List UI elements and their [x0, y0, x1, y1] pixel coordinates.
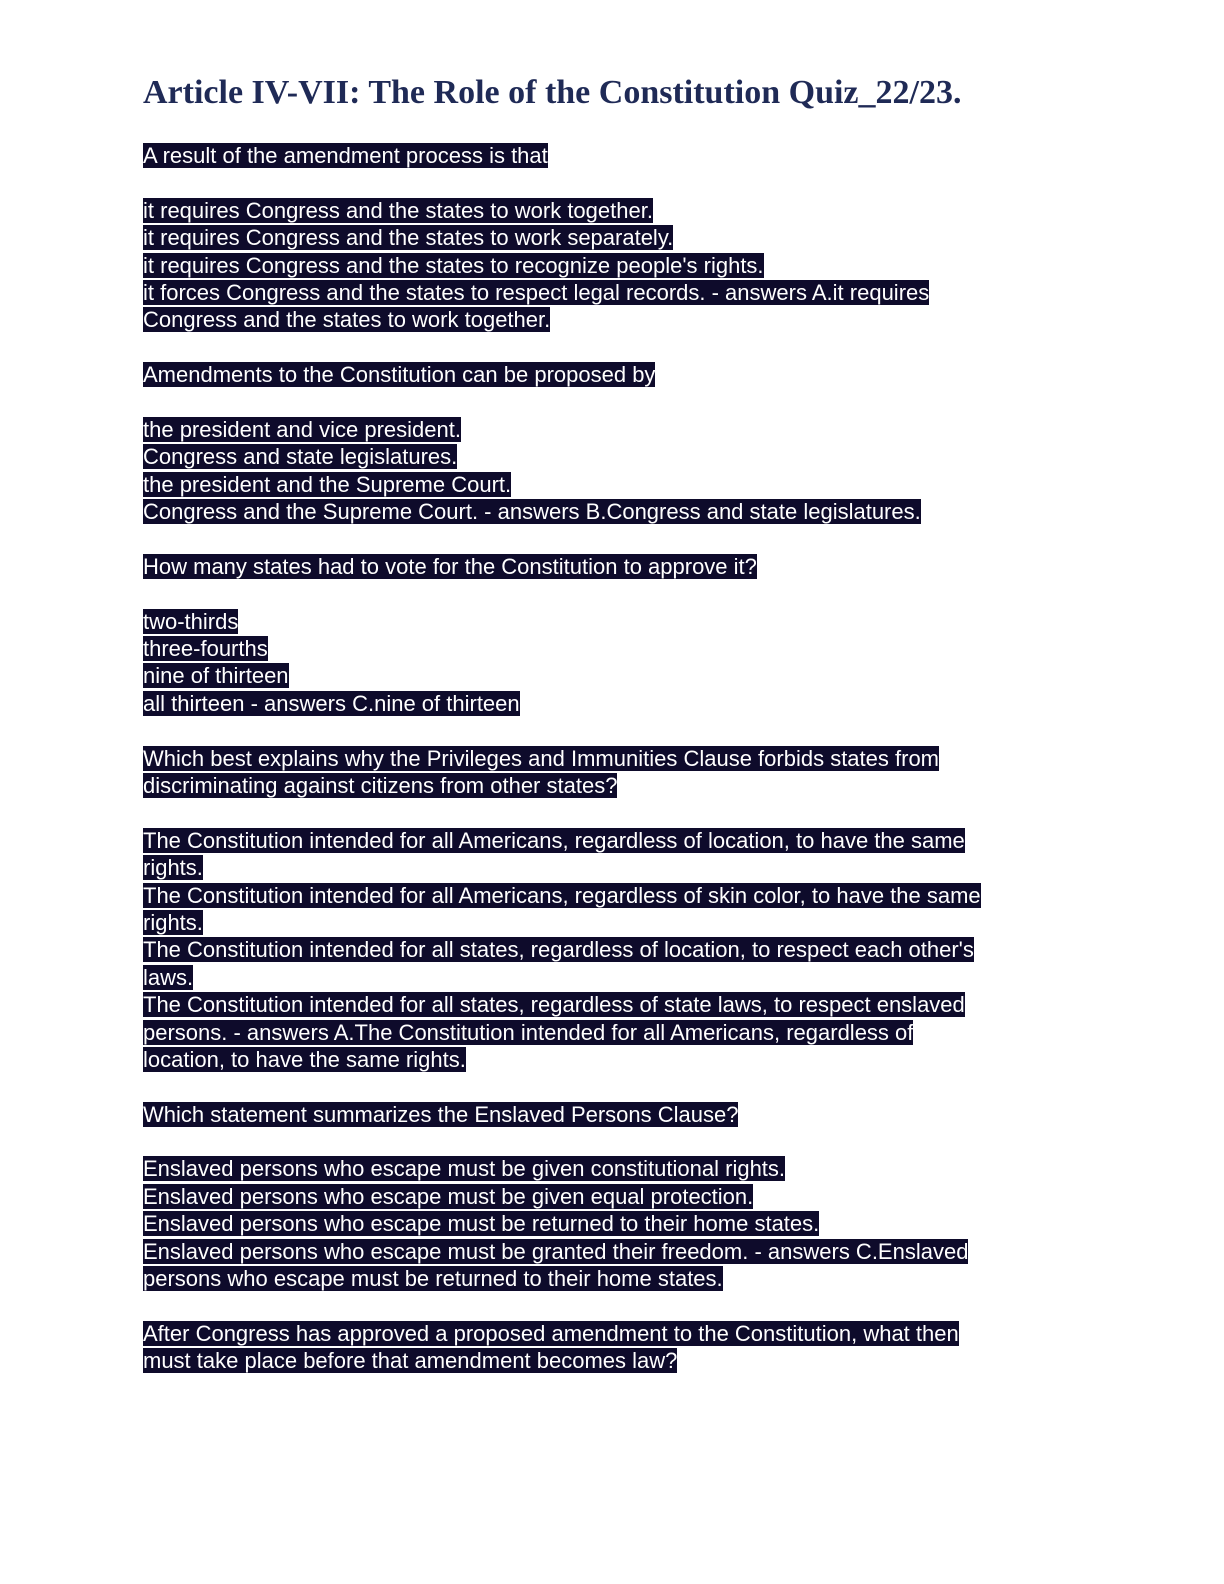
- answer-option: the president and vice president.: [143, 416, 461, 442]
- question-text-line: [143, 1320, 1083, 1347]
- answer-option: nine of thirteen: [143, 663, 289, 689]
- question-text-line: [143, 142, 1083, 169]
- answer-option: Enslaved persons who escape must be granted their freedom. - answers C.Enslaved: [143, 1238, 969, 1264]
- answer-option-line: [143, 1265, 1083, 1292]
- answer-option: it requires Congress and the states to work together.: [143, 197, 653, 223]
- answer-option-line: [143, 1238, 1083, 1265]
- answer-option-line: [143, 882, 1083, 909]
- answer-option-line: [143, 279, 1083, 306]
- answer-option: it forces Congress and the states to respect legal records. - answers A.it requires: [143, 279, 930, 305]
- answer-option-line: [143, 252, 1083, 279]
- question-text: After Congress has approved a proposed amendment to the Constitution, what then: [143, 1320, 959, 1346]
- question-text-line: [143, 553, 1083, 580]
- answer-option: Enslaved persons who escape must be returned to their home states.: [143, 1211, 820, 1237]
- answer-option: it requires Congress and the states to recognize people's rights.: [143, 252, 764, 278]
- answer-option: The Constitution intended for all states, regardless of location, to respect each other's: [143, 937, 974, 963]
- answer-option: The Constitution intended for all Americans, regardless of skin color, to have the same: [143, 882, 981, 908]
- answer-option-line: [143, 690, 1083, 717]
- answer-option-line: [143, 1019, 1083, 1046]
- question-text: discriminating against citizens from other states?: [143, 772, 618, 798]
- spacer: [143, 525, 1083, 552]
- answer-option-line: [143, 1183, 1083, 1210]
- answer-option-line: [143, 416, 1083, 443]
- answer-option-line: [143, 662, 1083, 689]
- question-text: Amendments to the Constitution can be proposed by: [143, 362, 656, 388]
- question-text-line: [143, 745, 1083, 772]
- answer-option-line: [143, 224, 1083, 251]
- answer-option-line: [143, 197, 1083, 224]
- answer-option: all thirteen - answers C.nine of thirteen: [143, 690, 520, 716]
- answer-option: persons who escape must be returned to their home states.: [143, 1266, 723, 1292]
- answer-option-line: [143, 635, 1083, 662]
- answer-option-line: [143, 909, 1083, 936]
- question-text-line: [143, 361, 1083, 388]
- answer-option: Enslaved persons who escape must be given equal protection.: [143, 1183, 754, 1209]
- answer-option-line: [143, 964, 1083, 991]
- document-page: [143, 68, 1083, 1375]
- spacer: [143, 1292, 1083, 1319]
- answer-option-line: [143, 1155, 1083, 1182]
- answer-option: it requires Congress and the states to work separately.: [143, 225, 674, 251]
- page-title: Article IV-VII: The Role of the Constitution Quiz_22/23.: [143, 74, 962, 111]
- answer-option: Congress and state legislatures.: [143, 444, 458, 470]
- spacer: [143, 118, 1083, 142]
- answer-option-line: [143, 608, 1083, 635]
- spacer: [143, 334, 1083, 361]
- answer-option: Congress and the Supreme Court. - answers B.Congress and state legislatures.: [143, 499, 921, 525]
- question-text-line: [143, 772, 1083, 799]
- answer-option: the president and the Supreme Court.: [143, 471, 512, 497]
- answer-option-line: [143, 443, 1083, 470]
- quiz-content: [143, 142, 1083, 1375]
- answer-option: The Constitution intended for all states, regardless of state laws, to respect enslaved: [143, 992, 965, 1018]
- answer-option: laws.: [143, 964, 194, 990]
- question-text: How many states had to vote for the Constitution to approve it?: [143, 553, 757, 579]
- answer-option: rights.: [143, 855, 203, 881]
- question-text: must take place before that amendment becomes law?: [143, 1348, 678, 1374]
- answer-option: Congress and the states to work together.: [143, 307, 551, 333]
- answer-option: Enslaved persons who escape must be given constitutional rights.: [143, 1156, 786, 1182]
- answer-option-line: [143, 854, 1083, 881]
- answer-option: persons. - answers A.The Constitution intended for all Americans, regardless of: [143, 1019, 914, 1045]
- spacer: [143, 580, 1083, 607]
- answer-option-line: [143, 991, 1083, 1018]
- spacer: [143, 717, 1083, 744]
- answer-option-line: [143, 1046, 1083, 1073]
- answer-option-line: [143, 827, 1083, 854]
- answer-option: two-thirds: [143, 608, 239, 634]
- answer-option-line: [143, 498, 1083, 525]
- question-text: Which best explains why the Privileges and Immunities Clause forbids states from: [143, 745, 940, 771]
- answer-option-line: [143, 936, 1083, 963]
- spacer: [143, 169, 1083, 196]
- spacer: [143, 799, 1083, 826]
- answer-option: rights.: [143, 909, 203, 935]
- spacer: [143, 389, 1083, 416]
- spacer: [143, 1073, 1083, 1100]
- answer-option-line: [143, 1210, 1083, 1237]
- answer-option: The Constitution intended for all Americans, regardless of location, to have the same: [143, 827, 965, 853]
- spacer: [143, 1128, 1083, 1155]
- answer-option-line: [143, 471, 1083, 498]
- question-text: Which statement summarizes the Enslaved Persons Clause?: [143, 1101, 739, 1127]
- answer-option: three-fourths: [143, 636, 268, 662]
- question-text-line: [143, 1101, 1083, 1128]
- question-text: A result of the amendment process is that: [143, 143, 548, 168]
- answer-option: location, to have the same rights.: [143, 1046, 466, 1072]
- answer-option-line: [143, 306, 1083, 333]
- question-text-line: [143, 1347, 1083, 1374]
